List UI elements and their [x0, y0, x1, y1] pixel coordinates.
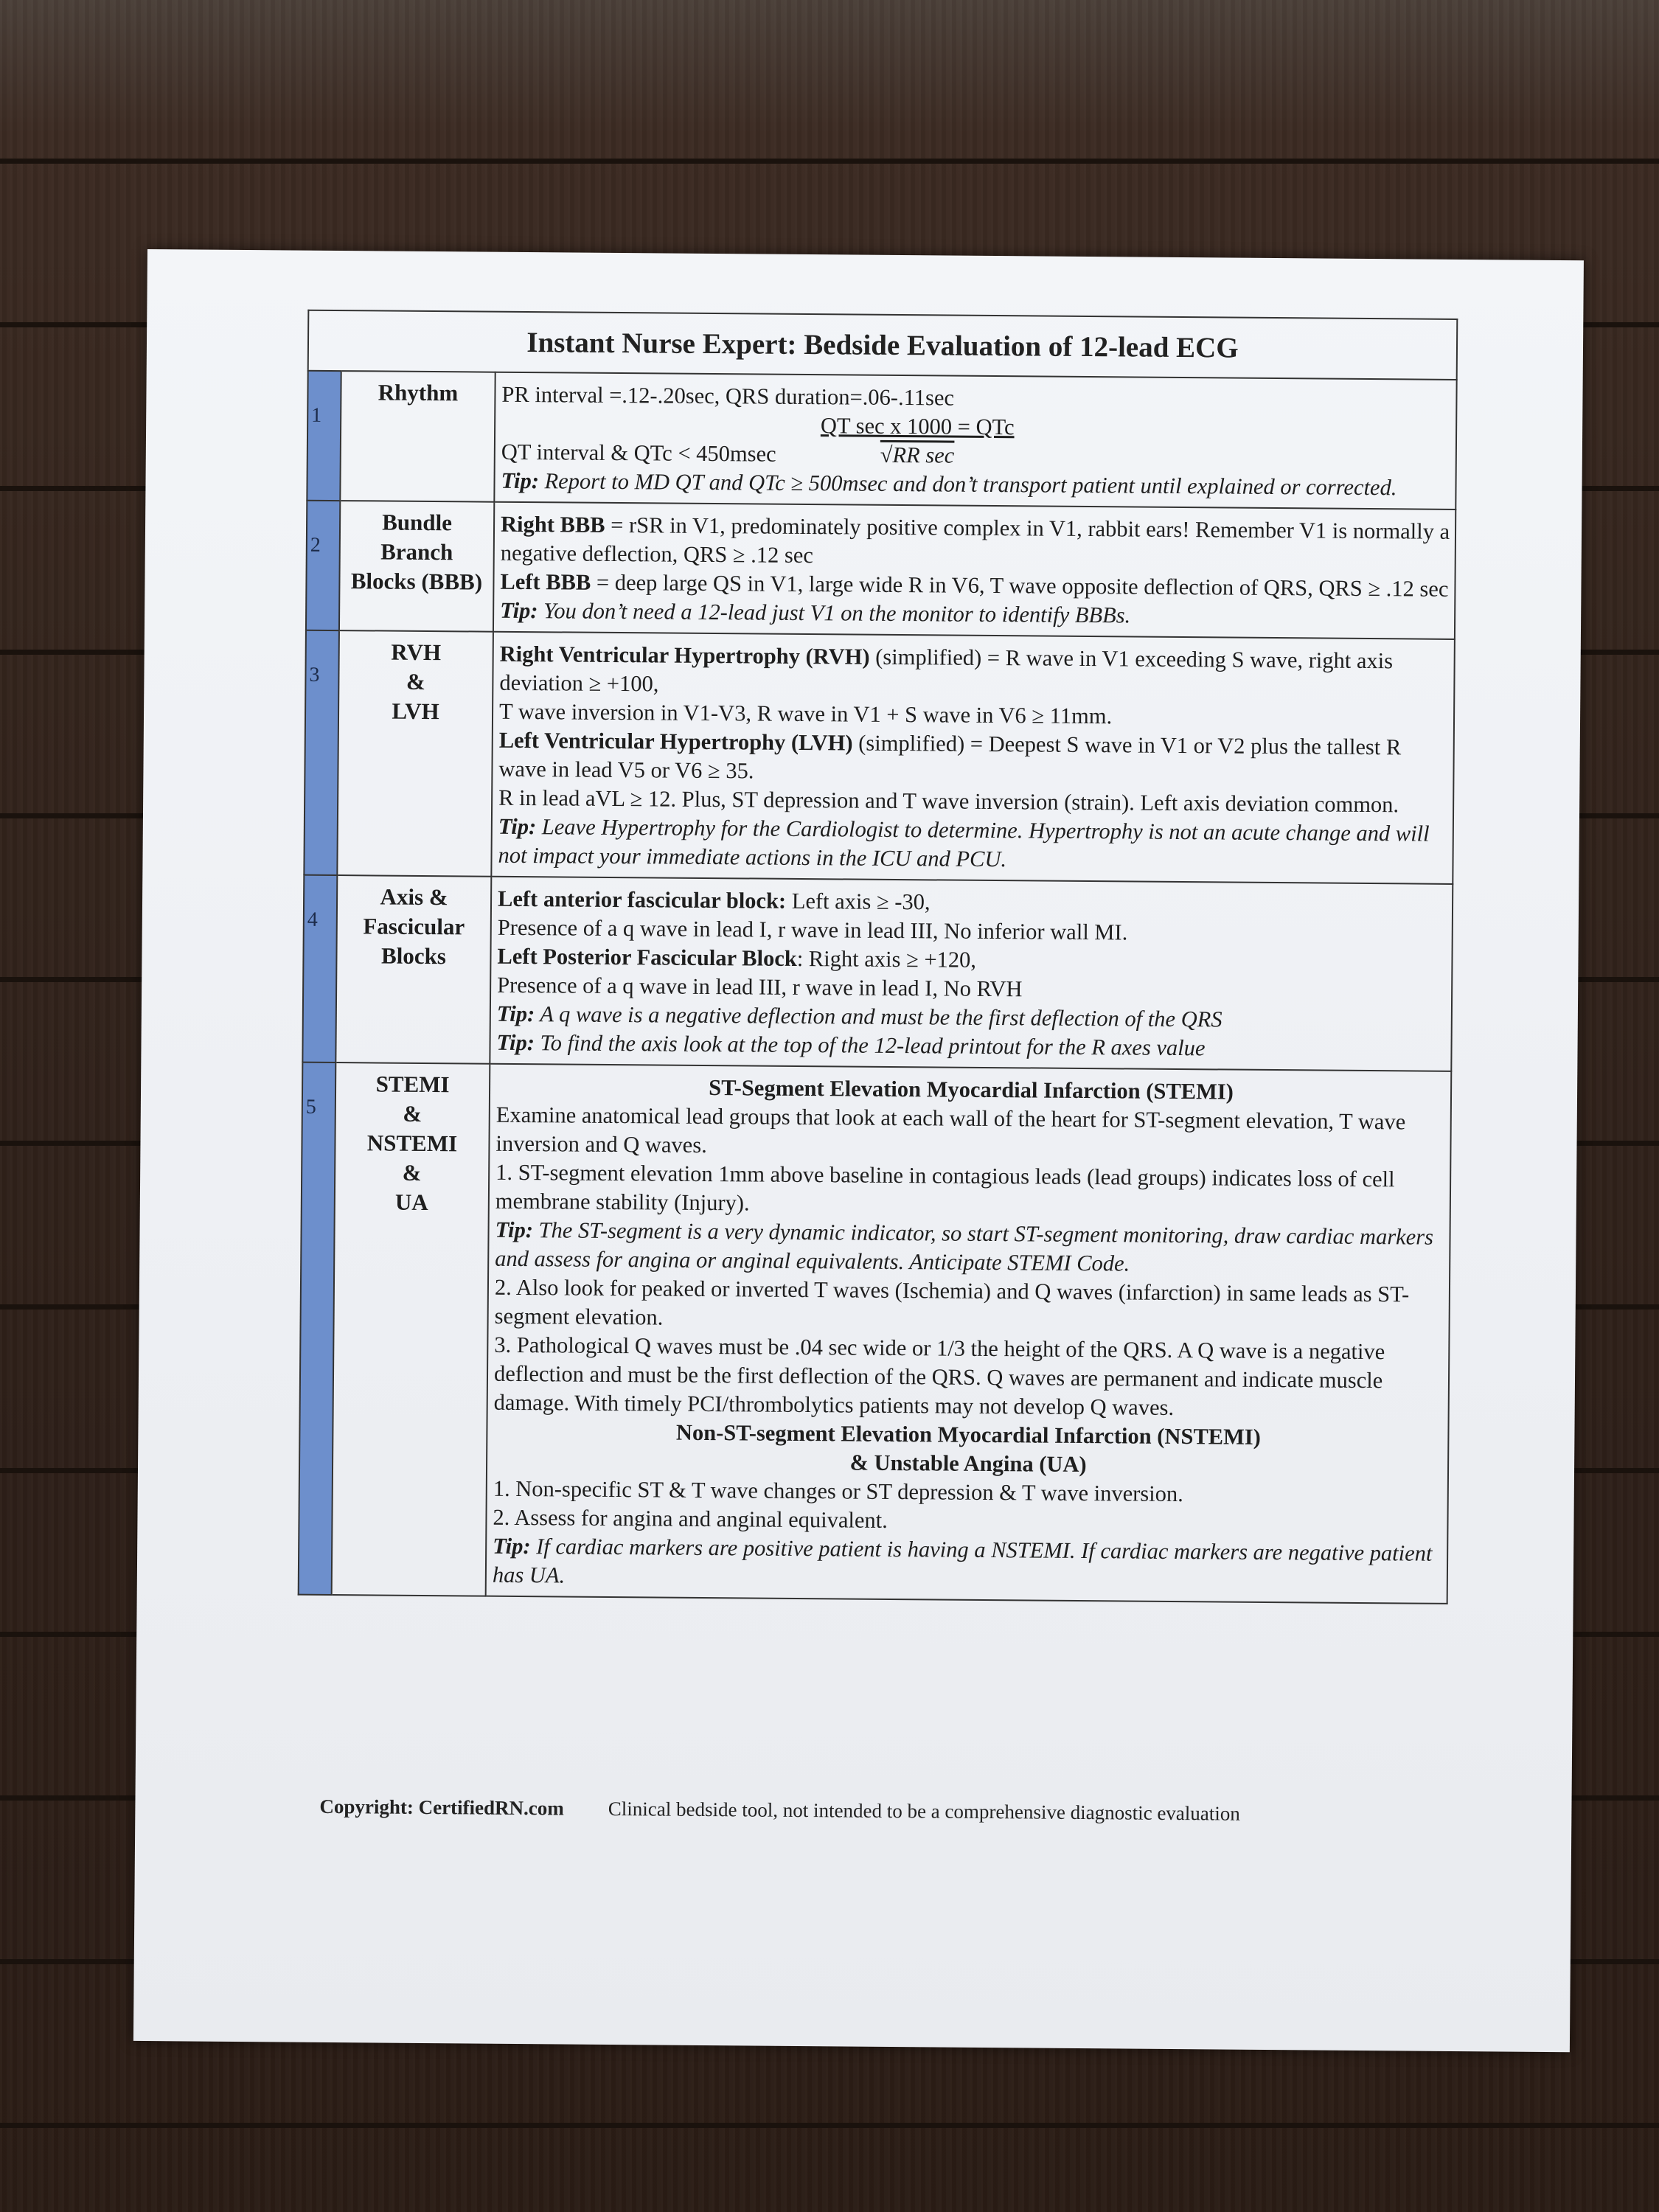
row-topic: [337, 630, 493, 877]
formula-numerator: QT sec x 1000 = QTc: [820, 413, 1015, 440]
body-text: QT interval & QTc < 450msec: [501, 439, 776, 467]
row-description: [494, 372, 1456, 509]
emphasis-text: Right BBB: [500, 511, 605, 538]
emphasis-text: Tip:: [496, 1029, 535, 1056]
body-text: A q wave is a negative deflection and must be the first deflection of the QRS: [535, 1001, 1222, 1032]
body-text: : Right axis ≥ +120,: [796, 945, 977, 973]
table-row: [306, 501, 1455, 639]
row-topic: [340, 371, 495, 502]
table-row: [307, 371, 1456, 509]
emphasis-text: ST-Segment Elevation Myocardial Infarction (STEMI): [709, 1075, 1234, 1105]
body-text: Report to MD QT and QTc ≥ 500msec and don’t transport patient until explained or corrected.: [538, 468, 1397, 501]
body-text: = deep large QS in V1, large wide R in V6, T wave opposite deflection of QRS, QRS ≥ .12 sec: [591, 569, 1449, 602]
body-text: PR interval =.12-.20sec, QRS duration=.06-.11sec: [501, 381, 955, 411]
topic-line: STEMI: [375, 1071, 450, 1098]
topic-line: LVH: [392, 698, 439, 725]
topic-line: UA: [394, 1189, 428, 1216]
body-text: (simplified) = Deepest S wave in V1 or V2 plus the tallest R wave in lead V5 or V6 ≥ 35.: [498, 730, 1402, 784]
body-text: Left axis ≥ -30,: [786, 888, 931, 915]
row-number: 5: [299, 1062, 336, 1595]
description-line: [499, 640, 1450, 705]
ecg-reference-card: [298, 310, 1458, 1604]
topic-line: Rhythm: [378, 379, 459, 406]
description-line: [494, 1273, 1444, 1338]
body-text: 1. Non-specific ST & T wave changes or ST depression & T wave inversion.: [493, 1475, 1183, 1507]
body-text: If cardiac markers are positive patient is having a NSTEMI. If cardiac markers are negative patient has UA.: [492, 1534, 1433, 1588]
body-text: Presence of a q wave in lead III, r wave in lead I, No RVH: [497, 972, 1023, 1002]
qtc-formula: [820, 411, 1014, 470]
row-description: [491, 632, 1455, 884]
body-text: 1. ST-segment elevation 1mm above baseline in contagious leads (lead groups) indicates loss of cell membrane stability (Injury).: [495, 1159, 1395, 1216]
emphasis-text: Left Ventricular Hypertrophy (LVH): [498, 727, 853, 756]
description-line: [494, 1331, 1444, 1425]
body-text: To find the axis look at the top of the 12-lead printout for the R axes value: [534, 1030, 1206, 1061]
row-description: [493, 502, 1455, 639]
page-title: Instant Nurse Expert: Bedside Evaluation of 12-lead ECG: [307, 310, 1458, 379]
body-text: = rSR in V1, predominately positive complex in V1, rabbit ears! Remember V1 is normally a negative deflection, QRS ≥ .12 sec: [500, 512, 1450, 568]
footer: [319, 1795, 1470, 1827]
row-number: 2: [306, 501, 340, 630]
topic-line: RVH: [391, 639, 442, 666]
body-text: The ST-segment is a very dynamic indicator, so start ST-segment monitoring, draw cardiac markers and assess for angina or anginal equivalents. Anticipate STEMI Code.: [495, 1217, 1434, 1276]
paper-sheet: [133, 249, 1584, 2052]
disclaimer-text: Clinical bedside tool, not intended to be a comprehensive diagnostic evaluation: [608, 1797, 1240, 1825]
body-text: 3. Pathological Q waves must be .04 sec wide or 1/3 the height of the QRS. A Q wave is a negative deflection and must be the first deflection of the QRS. Q waves are permanent and indicate muscle damage. With timely PCI/thrombolytics patients may not develop Q waves.: [493, 1332, 1385, 1420]
description-line: [498, 813, 1448, 877]
row-number: 3: [304, 630, 339, 875]
description-line: [495, 1158, 1446, 1223]
row-number: 1: [307, 371, 341, 501]
copyright-text: Copyright: CertifiedRN.com: [319, 1795, 564, 1820]
ecg-table: [298, 370, 1458, 1604]
emphasis-text: & Unstable Angina (UA): [849, 1450, 1087, 1478]
emphasis-text: Non-ST-segment Elevation Myocardial Infarction (NSTEMI): [675, 1419, 1262, 1450]
formula-denominator: √RR sec: [880, 442, 955, 468]
table-row: [302, 875, 1453, 1071]
topic-line: Fascicular: [363, 913, 465, 940]
description-line: [495, 1216, 1445, 1281]
topic-line: &: [406, 668, 425, 695]
emphasis-text: Right Ventricular Hypertrophy (RVH): [499, 641, 870, 669]
emphasis-text: Tip:: [493, 1533, 531, 1559]
description-line: [495, 1101, 1446, 1166]
description-line: [501, 409, 1452, 474]
emphasis-text: Tip:: [500, 597, 538, 624]
emphasis-text: Left BBB: [500, 568, 591, 595]
row-topic: [332, 1062, 490, 1596]
topic-line: NSTEMI: [366, 1130, 458, 1157]
emphasis-text: Tip:: [496, 1001, 535, 1027]
topic-line: Blocks (BBB): [350, 568, 483, 595]
description-line: [493, 1532, 1443, 1597]
emphasis-text: Left Posterior Fascicular Block: [497, 943, 797, 971]
emphasis-text: Left anterior fascicular block:: [497, 886, 787, 914]
row-topic: [335, 875, 491, 1064]
body-text: R in lead aVL ≥ 12. Plus, ST depression and T wave inversion (strain). Left axis deviation common.: [498, 785, 1399, 818]
row-topic: [339, 501, 494, 632]
topic-line: Branch: [380, 538, 453, 566]
topic-line: &: [403, 1100, 422, 1127]
body-text: (simplified) = R wave in V1 exceeding S wave, right axis deviation ≥ +100,: [499, 644, 1394, 697]
body-text: 2. Also look for peaked or inverted T waves (Ischemia) and Q waves (infarction) in same leads as ST-segment elevation.: [494, 1274, 1410, 1330]
body-text: You don’t need a 12-lead just V1 on the monitor to identify BBBs.: [538, 598, 1131, 628]
body-text: T wave inversion in V1-V3, R wave in V1 + S wave in V6 ≥ 11mm.: [498, 698, 1113, 729]
body-text: Presence of a q wave in lead I, r wave in lead III, No inferior wall MI.: [497, 914, 1128, 945]
description-line: [498, 726, 1449, 791]
row-description: [486, 1064, 1452, 1604]
emphasis-text: Tip:: [501, 467, 540, 494]
table-row: [299, 1062, 1452, 1604]
row-description: [490, 877, 1453, 1071]
emphasis-text: Tip:: [495, 1217, 534, 1243]
topic-line: Axis &: [380, 883, 448, 911]
table-row: [304, 630, 1455, 884]
emphasis-text: Tip:: [498, 813, 537, 840]
row-number: 4: [302, 875, 337, 1062]
topic-line: Blocks: [380, 942, 447, 970]
description-line: [501, 510, 1451, 575]
body-text: Examine anatomical lead groups that look at each wall of the heart for ST-segment elevation, T wave inversion and Q waves.: [495, 1102, 1406, 1158]
body-text: Leave Hypertrophy for the Cardiologist to determine. Hypertrophy is not an acute change and will not impact your immediate actions in the ICU and PCU.: [498, 814, 1430, 872]
topic-line: Bundle: [382, 509, 453, 536]
topic-line: &: [402, 1159, 422, 1186]
body-text: 2. Assess for angina and anginal equivalent.: [493, 1504, 888, 1533]
